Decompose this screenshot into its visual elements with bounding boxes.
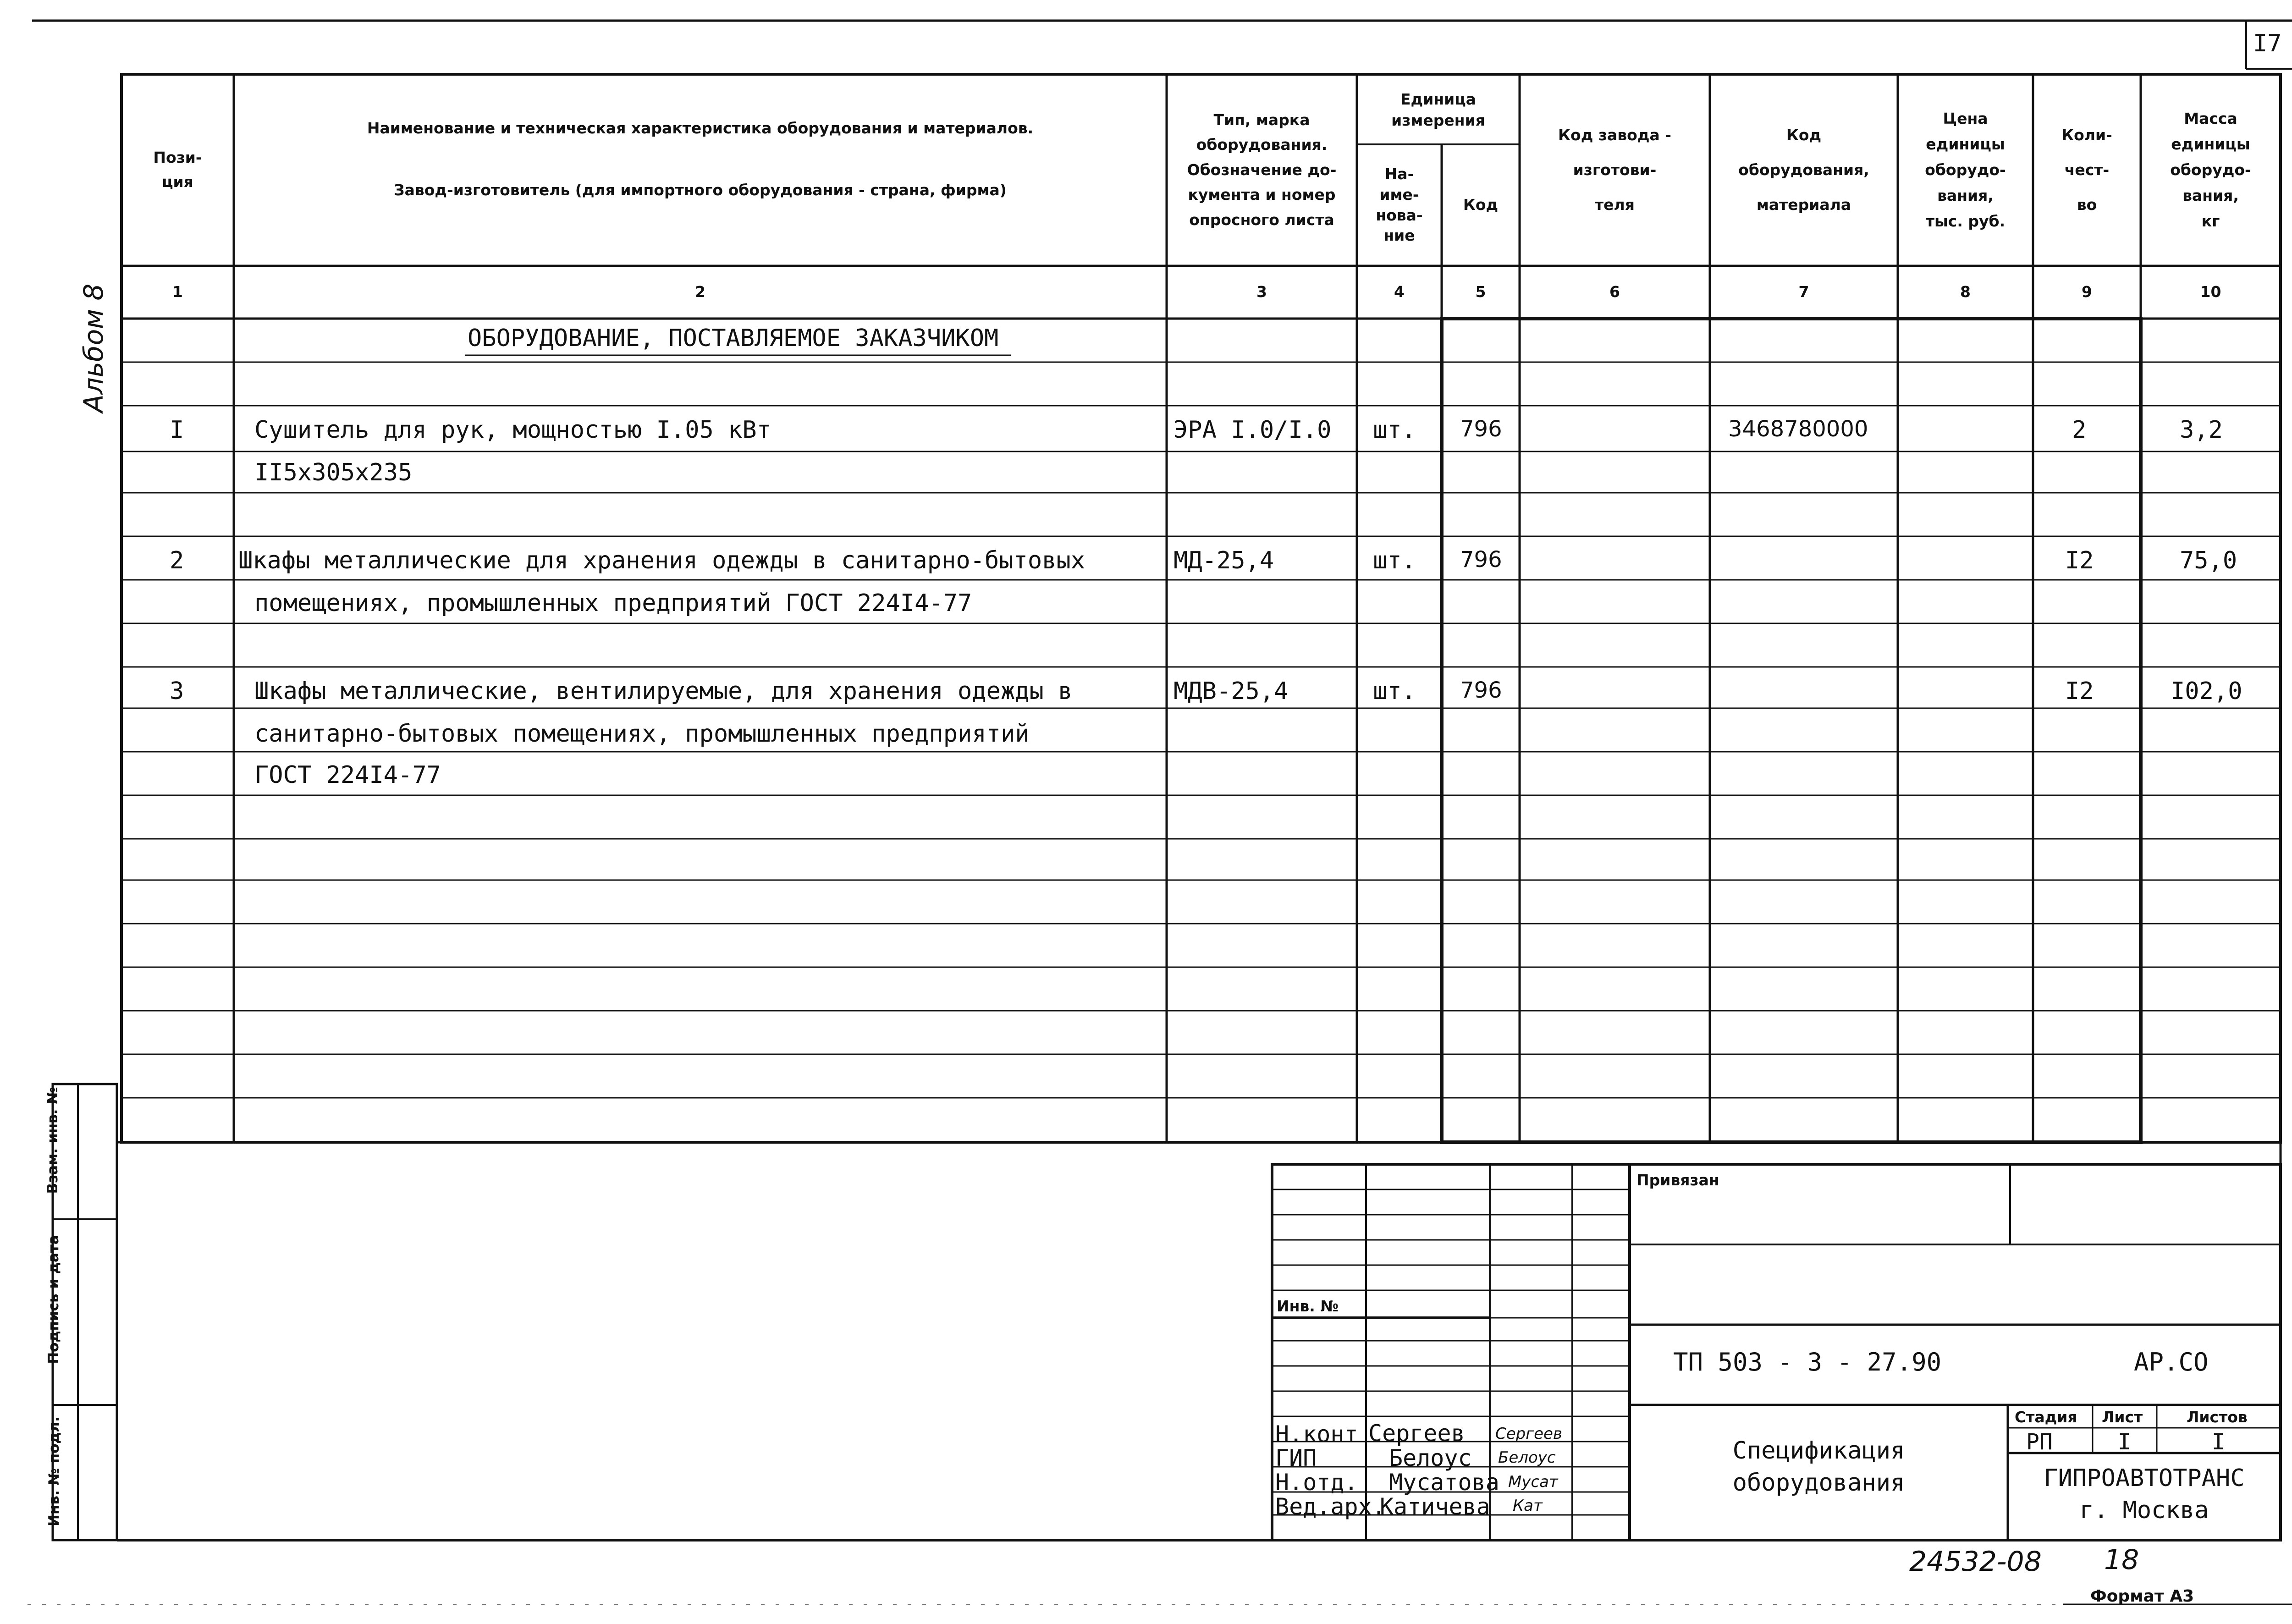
doc-code: ТП 503 - 3 - 27.90 [1673, 1348, 1942, 1376]
sign-role: Н.конт [1275, 1421, 1358, 1448]
column-number-6: 6 [1609, 283, 1620, 301]
row-unit: шт. [1373, 416, 1416, 444]
format-label: Формат А3 [2090, 1587, 2194, 1606]
row-mass: 3,2 [2180, 416, 2223, 444]
row-equipment-code: 3468780000 [1728, 416, 1868, 442]
row-quantity: I2 [2065, 677, 2094, 705]
sign-date-label: Подпись и дата [45, 1235, 62, 1364]
row-name-line: помещениях, промышленных предприятий ГОСТ 224I4-77 [254, 589, 972, 617]
sheets-value: I [2212, 1429, 2225, 1455]
sheet-number: I7 [2253, 30, 2282, 57]
stage-header: Стадия [2015, 1408, 2077, 1426]
row-name-line: II5x305x235 [254, 459, 413, 486]
replace-inv-label: Взам. инв. № [44, 1087, 61, 1194]
row-type: МДВ-25,4 [1174, 677, 1289, 705]
header-position: Пози- ция [153, 149, 202, 191]
row-unit: шт. [1373, 677, 1416, 705]
header-unit-code: Код [1463, 196, 1499, 214]
row-unit: шт. [1373, 547, 1416, 574]
title-line1: Спецификация [1732, 1437, 1905, 1464]
inv-orig-label: Инв. № подл. [46, 1416, 62, 1526]
column-number-7: 7 [1798, 283, 1809, 301]
header-unit-name: На- име- нова- ние [1376, 165, 1423, 245]
section-title: ОБОРУДОВАНИЕ, ПОСТАВЛЯЕМОЕ ЗАКАЗЧИКОМ [468, 325, 999, 352]
header-quantity: Коли- чест- во [2061, 126, 2112, 214]
row-type: МД-25,4 [1174, 547, 1274, 574]
row-name-line: Шкафы металлические для хранения одежды в санитарно-бытовых [238, 547, 1085, 574]
sign-name: Катичева [1380, 1493, 1490, 1520]
sign-role: Н.отд. [1275, 1469, 1358, 1496]
row-mass: 75,0 [2180, 547, 2237, 574]
sign-signature: Кат [1513, 1497, 1543, 1515]
archive-number: 24532-08 [1909, 1546, 2042, 1578]
column-number-5: 5 [1475, 283, 1486, 301]
row-name-line: санитарно-бытовых помещениях, промышленных предприятий [254, 720, 1030, 748]
sign-name: Мусатова [1389, 1469, 1499, 1496]
row-mass: I02,0 [2171, 677, 2242, 705]
row-quantity: 2 [2072, 416, 2087, 444]
sign-role: ГИП [1275, 1445, 1317, 1471]
row-type: ЭРА I.0/I.0 [1174, 416, 1332, 444]
header-name-line2: Завод-изготовитель (для импортного оборудования - страна, фирма) [394, 181, 1007, 199]
row-name-line: Шкафы металлические, вентилируемые, для хранения одежды в [254, 677, 1073, 705]
inv-label: Инв. № [1277, 1297, 1339, 1315]
header-price: Цена единицы оборудо- вания, тыс. руб. [1925, 109, 2006, 231]
stage-value: РП [2026, 1429, 2053, 1455]
bound-label: Привязан [1636, 1171, 1719, 1189]
column-number-9: 9 [2082, 283, 2092, 301]
row-name-line: ГОСТ 224I4-77 [254, 761, 441, 789]
column-number-4: 4 [1394, 283, 1405, 301]
header-factory-code: Код завода - изготови- теля [1558, 126, 1671, 214]
column-number-10: 10 [2200, 283, 2221, 301]
sign-signature: Белоус [1498, 1448, 1556, 1467]
row-position: 2 [170, 547, 184, 574]
row-quantity: I2 [2065, 547, 2094, 574]
sheets-header: Листов [2187, 1408, 2248, 1426]
header-equipment-code: Код оборудования, материала [1738, 126, 1869, 214]
sheet-header: Лист [2102, 1408, 2143, 1426]
doc-mark: АР.СО [2134, 1348, 2209, 1376]
header-mass: Масса единицы оборудо- вания, кг [2170, 109, 2251, 231]
sign-name: Сергеев [1368, 1420, 1465, 1447]
column-number-2: 2 [695, 283, 705, 301]
row-position: 3 [170, 677, 184, 705]
row-position: I [170, 416, 184, 444]
sign-signature: Сергеев [1495, 1425, 1562, 1443]
header-name-line1: Наименование и техническая характеристика оборудования и материалов. [367, 119, 1034, 137]
column-number-8: 8 [1960, 283, 1971, 301]
sign-signature: Мусат [1508, 1473, 1558, 1491]
column-number-3: 3 [1256, 283, 1267, 301]
org-line2: г. Москва [2079, 1497, 2209, 1524]
archive-page: 18 [2104, 1544, 2139, 1576]
title-line2: оборудования [1732, 1469, 1905, 1497]
sheet-value: I [2118, 1429, 2131, 1455]
header-type: Тип, марка оборудования. Обозначение до- кумента и номер опросного листа [1187, 110, 1337, 229]
sign-name: Белоус [1389, 1445, 1472, 1471]
row-name-line: Сушитель для рук, мощностью I.05 кВт [254, 416, 771, 444]
sign-role: Вед.арх. [1275, 1493, 1386, 1520]
org-line1: ГИПРОАВТОТРАНС [2044, 1464, 2245, 1492]
column-number-1: 1 [172, 283, 183, 301]
album-label: Альбом 8 [78, 283, 109, 413]
row-unit-code: 796 [1460, 416, 1502, 442]
row-unit-code: 796 [1460, 677, 1502, 703]
row-unit-code: 796 [1460, 547, 1502, 573]
header-unit-group: Единица измерения [1391, 90, 1485, 129]
